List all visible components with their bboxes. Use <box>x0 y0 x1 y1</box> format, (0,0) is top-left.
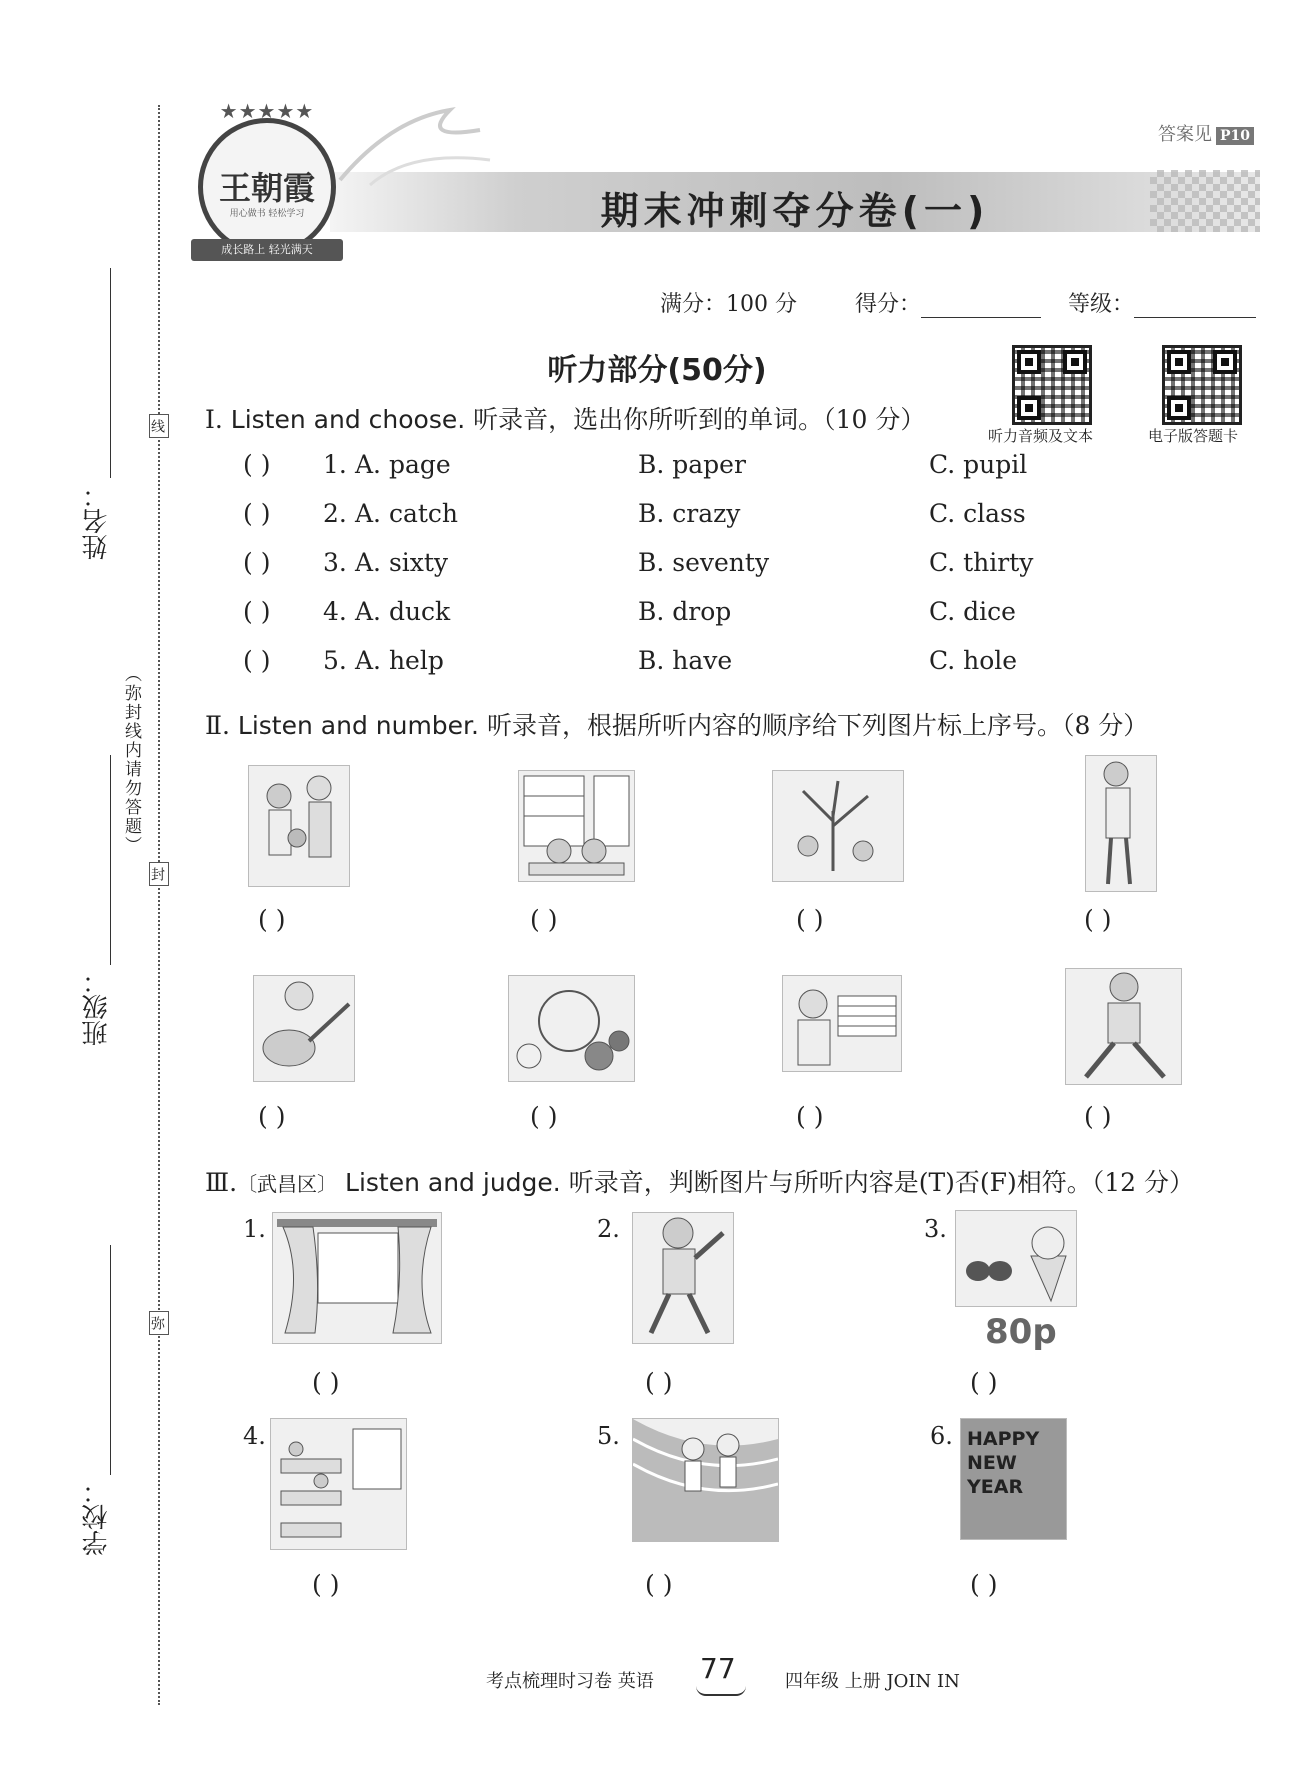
option-c: C. hole <box>929 646 1018 675</box>
q1-title <box>205 400 925 436</box>
seal-mark-xian: 线 <box>149 414 169 438</box>
q3-district: 〔武昌区〕 <box>237 1172 338 1196</box>
ribbon-decoration <box>330 100 500 190</box>
qr-caption-answer-card: 电子版答题卡 <box>1148 427 1239 445</box>
item-number: 1. <box>243 1215 266 1243</box>
answer-reference <box>1158 120 1254 146</box>
school-field[interactable] <box>110 1245 111 1475</box>
qr-code-audio[interactable] <box>1012 345 1092 425</box>
picture-family <box>248 765 350 887</box>
q2-title <box>205 706 1148 742</box>
option-a: A. duck <box>355 597 451 626</box>
question-number: 2. <box>323 499 347 528</box>
name-label: 姓名： <box>82 482 112 560</box>
answer-blank[interactable]: ( ) <box>312 1570 340 1599</box>
picture-library <box>518 770 635 882</box>
school-label: 学校： <box>82 1478 112 1556</box>
logo-ribbon: 成长路上 轻光满天 <box>191 239 343 261</box>
answer-blank[interactable]: ( ) <box>1084 1102 1112 1131</box>
option-a: A. catch <box>355 499 459 528</box>
answer-blank[interactable]: ( ) <box>1084 905 1112 934</box>
option-b: B. crazy <box>638 499 741 528</box>
section-title: 听力部分(50分) <box>547 353 767 388</box>
option-a: A. page <box>355 450 451 479</box>
page-number-decoration <box>696 1686 746 1696</box>
q1-number: Ⅰ. <box>205 405 223 434</box>
option-b: B. seventy <box>638 548 770 577</box>
answer-blank[interactable]: ( ) <box>258 905 286 934</box>
answer-blank[interactable]: ( ) <box>243 499 271 528</box>
answer-ref-page: P10 <box>1216 127 1254 145</box>
item-number: 3. <box>924 1215 947 1243</box>
q1-title-en: Listen and choose. <box>230 405 466 434</box>
answer-blank[interactable]: ( ) <box>970 1368 998 1397</box>
answer-blank[interactable]: ( ) <box>258 1102 286 1131</box>
question-number: 1. <box>323 450 347 479</box>
picture-new-year-card <box>960 1418 1067 1540</box>
q3-number: Ⅲ. <box>205 1168 238 1197</box>
answer-blank[interactable]: ( ) <box>243 548 271 577</box>
option-b: B. have <box>638 646 733 675</box>
picture-classroom <box>270 1418 407 1550</box>
item-number: 5. <box>597 1422 620 1450</box>
q2-title-cn: 听录音，根据所听内容的顺序给下列图片标上序号。（8 分） <box>486 711 1149 740</box>
qr-caption-audio: 听力音频及文本 <box>988 427 1094 445</box>
grade-label: 等级： <box>1068 292 1135 317</box>
full-score: 满分：100 分 <box>660 292 797 317</box>
option-c: C. dice <box>929 597 1016 626</box>
score-input[interactable] <box>921 295 1041 318</box>
option-c: C. class <box>929 499 1026 528</box>
question-number: 3. <box>323 548 347 577</box>
option-a: A. help <box>355 646 444 675</box>
picture-running <box>632 1418 779 1542</box>
answer-blank[interactable]: ( ) <box>645 1368 673 1397</box>
logo-subtitle: 用心做书 轻松学习 <box>229 209 305 219</box>
grade-input[interactable] <box>1134 295 1256 318</box>
q3-title-cn: 听录音，判断图片与所听内容是(T)否(F)相符。（12 分） <box>568 1168 1194 1197</box>
price-label: 80p <box>985 1312 1057 1352</box>
item-number: 4. <box>243 1422 266 1450</box>
answer-blank[interactable]: ( ) <box>796 905 824 934</box>
answer-blank[interactable]: ( ) <box>530 1102 558 1131</box>
option-b: B. drop <box>638 597 732 626</box>
answer-blank[interactable]: ( ) <box>530 905 558 934</box>
option-c: C. pupil <box>929 450 1028 479</box>
answer-ref-text: 答案见 <box>1157 124 1212 145</box>
option-b: B. paper <box>638 450 746 479</box>
brand-logo <box>198 99 336 256</box>
answer-blank[interactable]: ( ) <box>312 1368 340 1397</box>
footer-right: 四年级 上册 JOIN IN <box>785 1671 960 1692</box>
item-number: 2. <box>597 1215 620 1243</box>
card-text: HAPPY NEW YEAR <box>967 1428 1040 1498</box>
picture-climbing <box>1085 755 1157 892</box>
page-number: 77 <box>700 1652 736 1685</box>
picture-tiger <box>1065 968 1182 1085</box>
q3-title <box>205 1163 1194 1199</box>
picture-shopping <box>508 975 635 1082</box>
class-label: 班级： <box>82 968 112 1046</box>
question-number: 5. <box>323 646 347 675</box>
answer-blank[interactable]: ( ) <box>243 597 271 626</box>
star-icon: ★★★★★ <box>219 99 315 123</box>
page-title: 期末冲刺夺分卷(一) <box>600 189 990 233</box>
score-label: 得分： <box>855 292 922 317</box>
item-number: 6. <box>930 1422 953 1450</box>
option-a: A. sixty <box>355 548 449 577</box>
seal-mark-mi: 弥 <box>149 1311 169 1335</box>
seal-mark-feng: 封 <box>149 862 169 886</box>
q1-title-cn: 听录音，选出你所听到的单词。（10 分） <box>473 405 926 434</box>
grade-field-group <box>1068 287 1256 318</box>
class-field[interactable] <box>110 755 111 965</box>
q2-title-en: Listen and number. <box>237 711 479 740</box>
picture-eggs-icecream <box>955 1210 1077 1307</box>
answer-blank[interactable]: ( ) <box>970 1570 998 1599</box>
answer-blank[interactable]: ( ) <box>243 646 271 675</box>
answer-blank[interactable]: ( ) <box>645 1570 673 1599</box>
picture-guitar <box>253 975 355 1082</box>
picture-tree <box>772 770 904 882</box>
picture-chef <box>782 975 902 1072</box>
footer-left: 考点梳理时习卷 英语 <box>486 1671 654 1692</box>
picture-curtains <box>272 1212 442 1344</box>
qr-code-answer-card[interactable] <box>1162 345 1242 425</box>
question-number: 4. <box>323 597 347 626</box>
option-c: C. thirty <box>929 548 1034 577</box>
q2-number: Ⅱ. <box>205 711 230 740</box>
binding-note: （弥封线内请勿答题） <box>121 665 141 855</box>
q3-title-en: Listen and judge. <box>345 1168 561 1197</box>
score-field-group <box>855 287 1041 318</box>
answer-blank[interactable]: ( ) <box>243 450 271 479</box>
answer-blank[interactable]: ( ) <box>796 1102 824 1131</box>
picture-tiger-dancing <box>632 1212 734 1344</box>
logo-name: 王朝霞 <box>218 169 315 207</box>
